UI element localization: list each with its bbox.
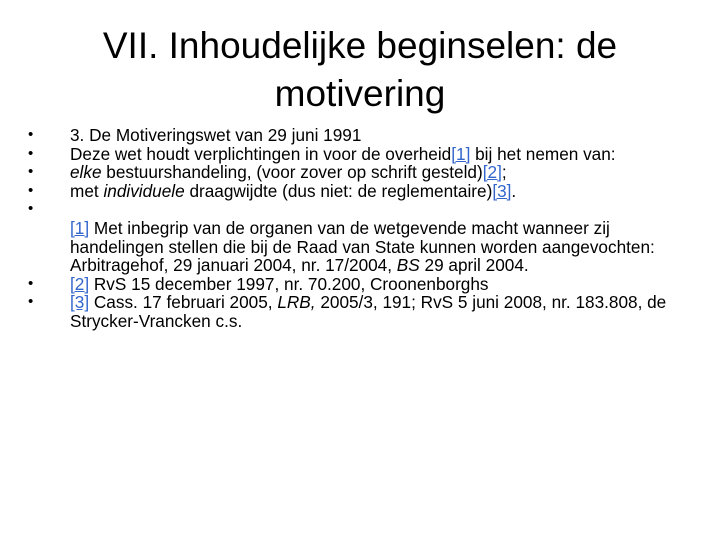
- bullet-marker: •: [28, 274, 34, 292]
- bullet-marker: •: [28, 126, 34, 143]
- bullet-text: ;: [501, 162, 507, 183]
- emphasis-text: individuele: [103, 180, 185, 201]
- bullet-item: [28, 145, 688, 164]
- bullet-marker: •: [28, 200, 34, 218]
- emphasis-text: elke: [70, 162, 102, 183]
- footnote-text: Cass. 17 februari 2005,: [89, 292, 278, 313]
- bullet-text: draagwijdte (dus niet: de reglementaire): [184, 180, 493, 201]
- footnote-ref-3[interactable]: [3]: [70, 292, 90, 313]
- bullet-text: 3. De Motiveringswet van 29 juni 1991: [70, 125, 362, 145]
- footnote-ref-2[interactable]: [2]: [70, 273, 90, 294]
- bullet-item: [28, 126, 688, 145]
- bullet-item: [28, 182, 688, 201]
- bullet-text: bestuurshandeling, (voor zover op schrift gesteld): [101, 162, 483, 183]
- footnote-item: [28, 219, 688, 275]
- footnote-text: 29 april 2004.: [419, 255, 529, 276]
- footnote-item: [28, 275, 688, 294]
- bullet-marker: •: [28, 163, 34, 181]
- footnote-link-1[interactable]: [1]: [451, 143, 471, 164]
- bullet-text: met: [70, 180, 104, 201]
- footnote-text: 2005/3, 191; RvS 5 juni 2008, nr. 183.808, de Strycker-Vrancken c.s.: [70, 292, 667, 331]
- footnote-item: [28, 293, 688, 330]
- footnote-link-2[interactable]: [2]: [482, 162, 502, 183]
- bullet-list: [28, 126, 688, 331]
- bullet-item-empty: [28, 200, 688, 219]
- bullet-marker: •: [28, 144, 34, 162]
- emphasis-text: LRB,: [277, 292, 316, 313]
- bullet-item: [28, 163, 688, 182]
- bullet-text: .: [511, 180, 517, 201]
- footnote-text: RvS 15 december 1997, nr. 70.200, Croonenborghs: [89, 273, 489, 294]
- bullet-marker: •: [28, 293, 34, 311]
- footnote-ref-1[interactable]: [1]: [70, 217, 90, 238]
- bullet-text: Deze wet houdt verplichtingen in voor de overheid: [70, 143, 452, 164]
- slide-title: VII. Inhoudelijke beginselen: de motivering: [102, 25, 618, 114]
- bullet-marker: •: [28, 181, 34, 199]
- emphasis-text: BS: [396, 255, 420, 276]
- footnote-text: Met inbegrip van de organen van de wetgevende macht wanneer zij handelingen stellen die bij de Raad van State kunnen worden aangevochten: Arbitragehof, 29 januari 2004, nr. 17/2004,: [70, 217, 655, 276]
- footnote-link-3[interactable]: [3]: [492, 180, 512, 201]
- bullet-text: bij het nemen van:: [470, 143, 616, 164]
